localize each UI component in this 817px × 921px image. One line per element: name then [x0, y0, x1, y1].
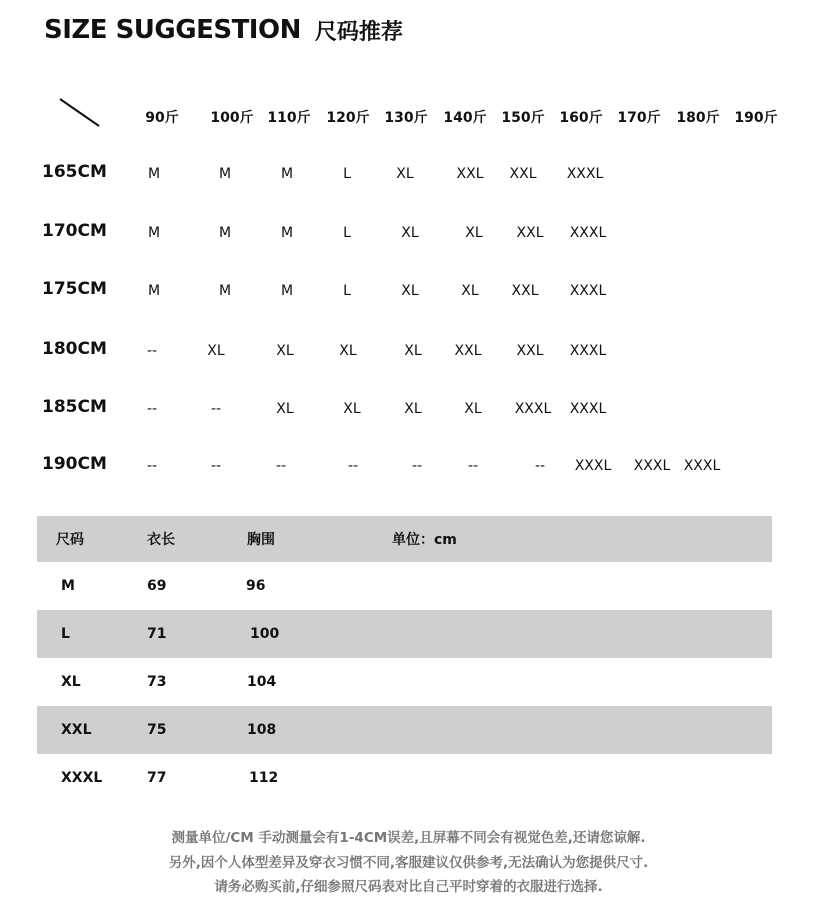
recommendation-row-190 [0, 454, 817, 478]
size-cell: XL [465, 225, 483, 241]
size-cell: XL [207, 343, 225, 359]
title-english: SIZE SUGGESTION [44, 15, 301, 45]
size-cell: XXL [454, 343, 482, 359]
size-cell: -- [146, 401, 158, 417]
height-label: 185CM [42, 397, 107, 417]
row-chest: 100 [250, 626, 280, 642]
size-cell: XL [461, 283, 479, 299]
size-cell: -- [534, 458, 546, 474]
size-cell: XL [404, 343, 422, 359]
size-cell: M [147, 166, 161, 182]
size-cell: -- [411, 458, 423, 474]
size-cell: -- [146, 343, 158, 359]
note-line: 测量单位/CM 手动测量会有1-4CM误差,且屏幕不同会有视觉色差,还请您谅解. [171, 830, 646, 846]
size-cell: XXL [511, 283, 539, 299]
table-row [37, 754, 772, 802]
recommendation-row-170 [0, 221, 817, 245]
table-row [37, 658, 772, 706]
size-cell: M [147, 283, 161, 299]
row-size: XXXL [61, 770, 103, 786]
size-cell: -- [210, 401, 222, 417]
size-cell: M [218, 166, 232, 182]
row-length: 77 [147, 770, 167, 786]
height-label: 180CM [42, 339, 107, 359]
size-cell: XL [343, 401, 361, 417]
height-label: 190CM [42, 454, 107, 474]
row-length: 69 [147, 578, 167, 594]
measurement-table [37, 516, 772, 802]
size-cell: XL [396, 166, 414, 182]
note-line: 请务必购买前,仔细参照尺码表对比自己平时穿着的衣服进行选择. [214, 879, 603, 895]
size-cell: L [343, 283, 351, 299]
page-title [44, 10, 403, 50]
weight-header-cell: 150斤 [501, 110, 545, 126]
row-size: XL [61, 674, 81, 690]
header-length: 衣长 [147, 532, 175, 548]
weight-header-cell: 120斤 [326, 110, 370, 126]
size-cell: M [218, 283, 232, 299]
size-cell: -- [467, 458, 479, 474]
row-chest: 112 [249, 770, 279, 786]
size-cell: XXXL [633, 458, 671, 474]
weight-header-cell: 100斤 [210, 110, 254, 126]
size-cell: XL [464, 401, 482, 417]
note-line: 另外,因个人体型差异及穿衣习惯不同,客服建议仅供参考,无法确认为您提供尺寸. [168, 854, 649, 871]
row-length: 71 [147, 626, 167, 642]
row-size: M [61, 578, 75, 594]
size-cell: XXXL [569, 283, 607, 299]
recommendation-row-175 [0, 279, 817, 303]
size-cell: XXXL [569, 343, 607, 359]
size-cell: -- [210, 458, 222, 474]
size-cell: XL [404, 401, 422, 417]
weight-header-cell: 180斤 [676, 110, 720, 126]
size-cell: XXXL [683, 458, 721, 474]
header-unit: 单位：cm [392, 532, 457, 548]
size-cell: XL [401, 225, 419, 241]
size-cell: XXL [516, 343, 544, 359]
size-cell: XXL [516, 225, 544, 241]
size-cell: M [218, 225, 232, 241]
size-cell: XXXL [569, 401, 607, 417]
table-row [37, 562, 772, 610]
size-cell: XXL [456, 166, 484, 182]
size-cell: L [343, 225, 351, 241]
diagonal-corner-icon [58, 96, 102, 130]
height-label: 175CM [42, 279, 107, 299]
weight-header-cell: 190斤 [734, 110, 778, 126]
weight-header-cell: 90斤 [145, 110, 179, 126]
size-cell: XL [276, 401, 294, 417]
header-size: 尺码 [56, 532, 84, 548]
row-size: L [61, 626, 70, 642]
measurement-table-header [37, 516, 772, 562]
weight-header-cell: 110斤 [267, 110, 311, 126]
size-cell: XXL [509, 166, 537, 182]
size-cell: XXXL [566, 166, 604, 182]
size-cell: XL [276, 343, 294, 359]
row-size: XXL [61, 722, 92, 738]
row-length: 75 [147, 722, 167, 738]
recommendation-row-180 [0, 339, 817, 363]
table-row [37, 706, 772, 754]
size-cell: XL [339, 343, 357, 359]
height-label: 170CM [42, 221, 107, 241]
weight-header-cell: 160斤 [559, 110, 603, 126]
weight-header-cell: 140斤 [443, 110, 487, 126]
size-cell: -- [146, 458, 158, 474]
size-cell: XL [401, 283, 419, 299]
size-cell: M [280, 225, 294, 241]
recommendation-row-185 [0, 397, 817, 421]
title-chinese: 尺码推荐 [314, 19, 403, 45]
size-cell: XXXL [574, 458, 612, 474]
size-cell: M [280, 283, 294, 299]
recommendation-row-165 [0, 162, 817, 186]
measurement-notes [0, 826, 817, 900]
size-cell: -- [347, 458, 359, 474]
size-cell: L [343, 166, 351, 182]
row-chest: 104 [247, 674, 277, 690]
row-length: 73 [147, 674, 167, 690]
size-cell: M [147, 225, 161, 241]
weight-header-cell: 130斤 [384, 110, 428, 126]
size-cell: XXXL [514, 401, 552, 417]
table-row [37, 610, 772, 658]
row-chest: 96 [246, 578, 266, 594]
weight-header-cell: 170斤 [617, 110, 661, 126]
height-label: 165CM [42, 162, 107, 182]
size-cell: M [280, 166, 294, 182]
size-cell: -- [275, 458, 287, 474]
row-chest: 108 [247, 722, 277, 738]
header-chest: 胸围 [247, 532, 275, 548]
size-cell: XXXL [569, 225, 607, 241]
